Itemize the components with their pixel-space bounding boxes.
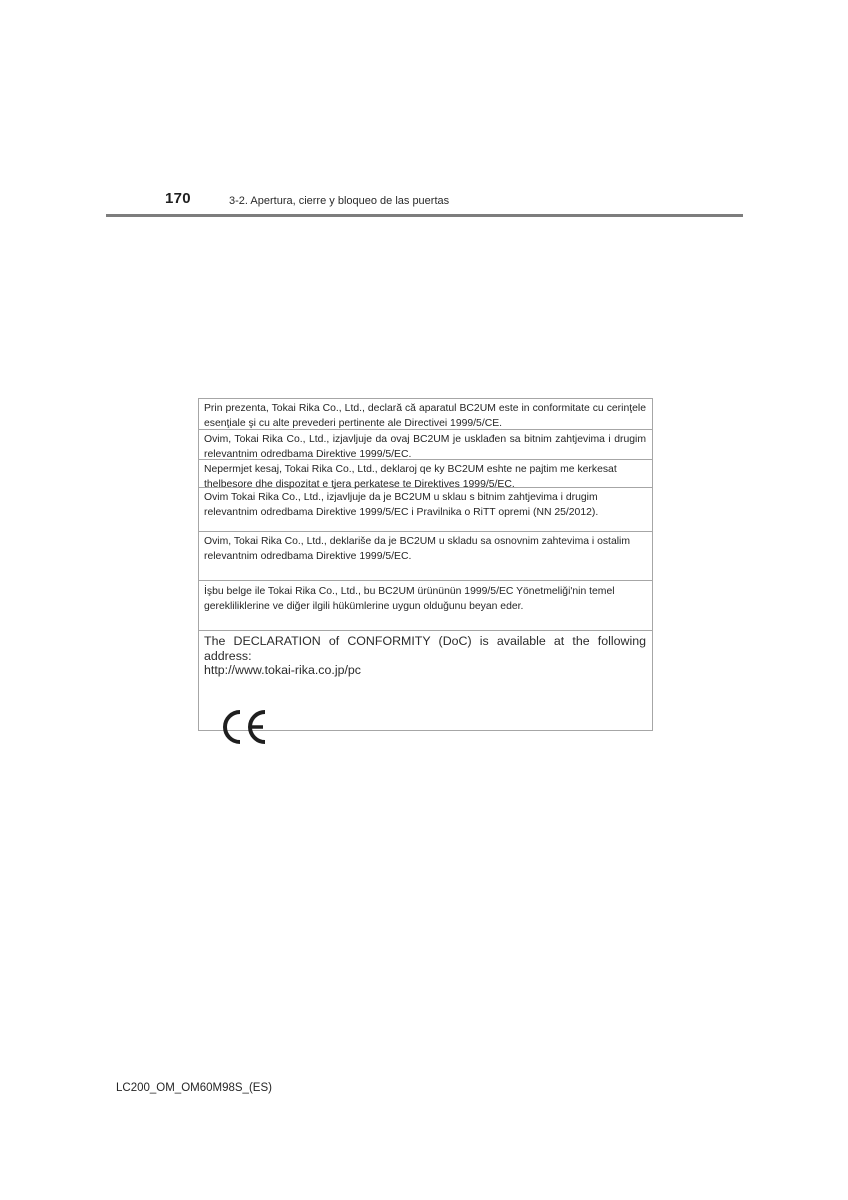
page-number: 170 [165,190,191,207]
declaration-croatian: Ovim Tokai Rika Co., Ltd., izjavljuje da je BC2UM u sklau s bitnim zahtjevima i drugim relevantnim odredbama Direktive 1999/5/EC i Pravilnika o RiTT opremi (NN 25/2012). [199,488,652,532]
declaration-bosnian: Ovim, Tokai Rika Co., Ltd., izjavljuje da ovaj BC2UM je usklađen sa bitnim zahtjevima i drugim relevantnim odredbama Direktive 1999/5/EC. [199,430,652,460]
ce-mark-icon [219,709,269,745]
declaration-serbian: Ovim, Tokai Rika Co., Ltd., deklariše da je BC2UM u skladu sa osnovnim zahtevima i ostalim relevantnim odredbama Direktive 1999/5/EC. [199,532,652,581]
declaration-albanian: Nepermjet kesaj, Tokai Rika Co., Ltd., deklaroj qe ky BC2UM eshte ne pajtim me kerkesat thelbesore dhe dispozitat e tjera perkatese te Direktives 1999/5/EC. [199,460,652,488]
section-title: 3-2. Apertura, cierre y bloqueo de las puertas [229,195,450,207]
header-rule [106,214,743,217]
declaration-box [198,398,653,731]
doc-notice [199,631,652,731]
footer-code: LC200_OM_OM60M98S_(ES) [116,1082,272,1094]
declaration-turkish: İşbu belge ile Tokai Rika Co., Ltd., bu BC2UM ürününün 1999/5/EC Yönetmeliği'nin temel gerekliliklerine ve diğer ilgili hükümlerine uygun olduğunu beyan eder. [199,581,652,631]
doc-notice-url: http://www.tokai-rika.co.jp/pc [204,663,362,677]
doc-notice-text: The DECLARATION of CONFORMITY (DoC) is available at the following address: [204,634,646,663]
declaration-romanian: Prin prezenta, Tokai Rika Co., Ltd., declară că aparatul BC2UM este in conformitate cu cerinţele esenţiale şi cu alte prevederi pertinente ale Directivei 1999/5/CE. [199,399,652,430]
